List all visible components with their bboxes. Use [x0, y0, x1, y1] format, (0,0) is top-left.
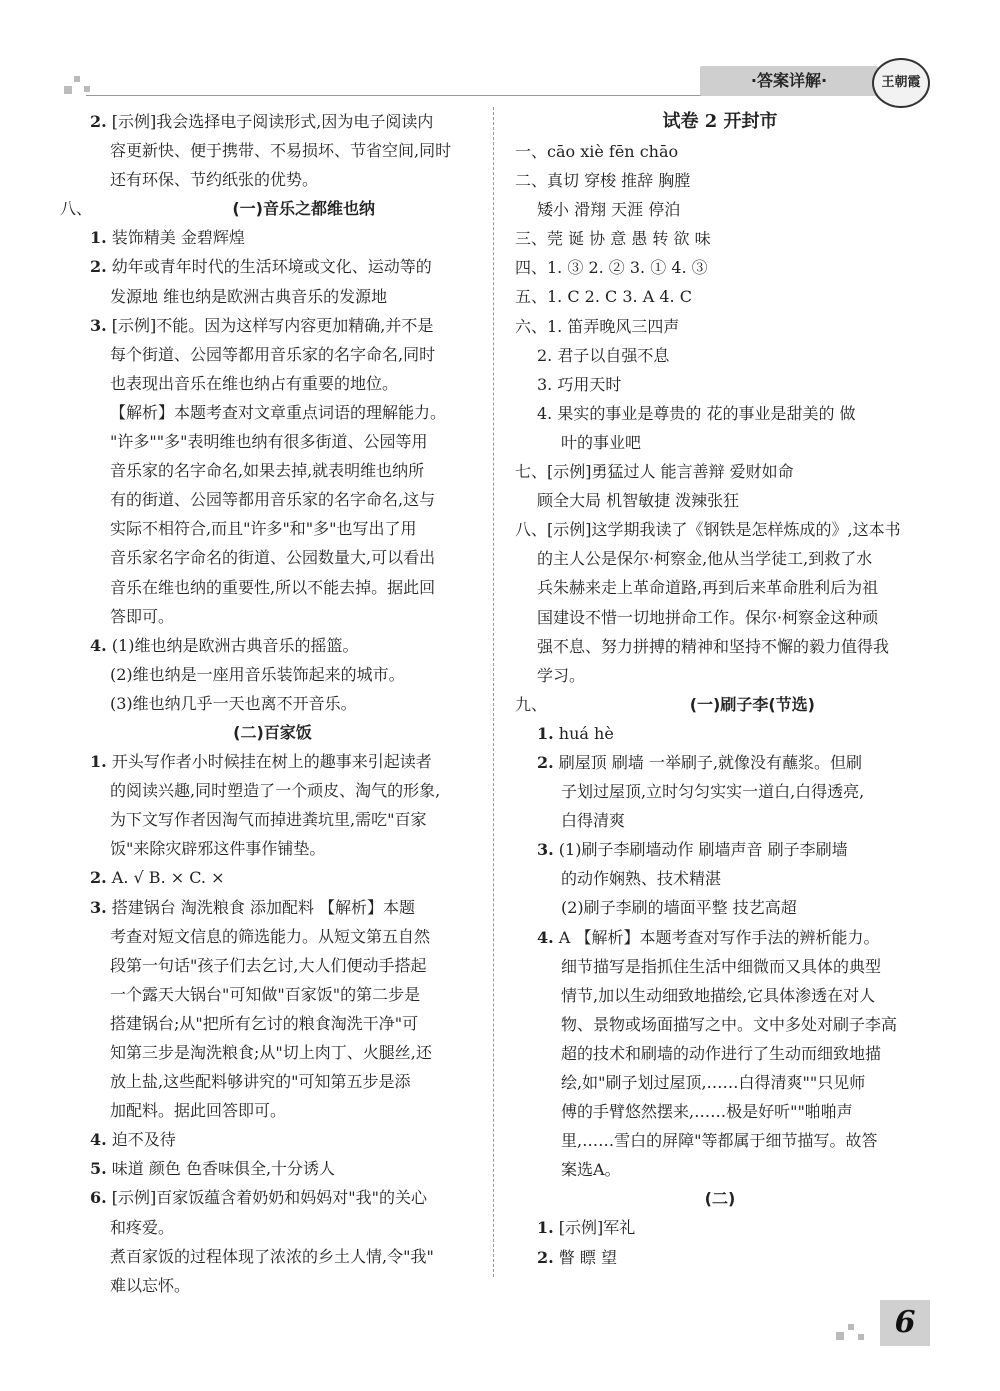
answer-text: 瞥 瞟 望: [558, 1247, 617, 1267]
answer-text: huá hè: [558, 723, 614, 743]
answer-line: 七、[示例]勇猛过人 能言善辩 爱财如命: [515, 462, 794, 482]
section-title: (二): [704, 1189, 736, 1209]
answer-banner: ·答案详解·: [700, 66, 878, 96]
column-divider: [493, 107, 494, 1277]
answer-text: 开头写作者小时候挂在树上的趣事来引起读者: [111, 752, 432, 772]
answer-text: 难以忘怀。: [110, 1275, 191, 1295]
item-number: 3.: [90, 315, 107, 335]
answer-line: 3. 巧用天时: [537, 374, 622, 394]
analysis-text: 音乐家的名字命名,如果去掉,就表明维也纳所: [110, 461, 425, 481]
answer-text: (2)维也纳是一座用音乐装饰起来的城市。: [110, 664, 405, 684]
section-number: 九、: [515, 694, 548, 714]
answer-line: 六、1. 笛弄晚风三四声: [515, 316, 680, 336]
answer-line: 的主人公是保尔·柯察金,他从当学徒工,到救了水: [537, 549, 873, 569]
deco-square: [836, 1332, 844, 1340]
brand-logo: 王朝霞: [872, 58, 930, 108]
analysis-text: 考查对短文信息的筛选能力。从短文第五自然: [110, 926, 431, 946]
analysis-text: 绘,如"刷子划过屋顶,……白得清爽""只见师: [561, 1073, 866, 1092]
deco-square: [858, 1334, 864, 1340]
item-number: 4.: [90, 635, 107, 655]
analysis-text: 【解析】本题考查对文章重点词语的理解能力。: [110, 402, 447, 422]
item-number: 4.: [537, 927, 554, 947]
section-title: (二)百家饭: [233, 722, 312, 742]
right-column: [515, 107, 925, 1272]
answer-text: 搭建锅台 淘洗粮食 添加配料 【解析】本题: [111, 897, 416, 917]
answer-text: [示例]不能。因为这样写内容更加精确,并不是: [111, 315, 434, 335]
answer-line: 强不息、努力拼搏的精神和坚持不懈的毅力值得我: [537, 636, 890, 656]
answer-text: A 【解析】本题考查对写作手法的辨析能力。: [558, 927, 880, 947]
analysis-text: 有的街道、公园等都用音乐家的名字命名,这与: [110, 490, 436, 510]
item-number: 4.: [90, 1130, 107, 1150]
item-number: 3.: [537, 840, 554, 860]
answer-line: 顾全大局 机智敏捷 泼辣张狂: [537, 491, 740, 511]
answer-text: 子划过屋顶,立时匀匀实实一道白,白得透亮,: [561, 782, 865, 802]
answer-line: 2. 君子以自强不息: [537, 345, 670, 365]
answer-line: 4. 果实的事业是尊贵的 花的事业是甜美的 做: [537, 403, 856, 423]
item-number: 2.: [90, 257, 107, 277]
answer-text: 为下文写作者因淘气而掉进粪坑里,需吃"百家: [110, 810, 427, 830]
analysis-text: 段第一句话"孩子们去乞讨,大人们便动手搭起: [110, 955, 427, 975]
answer-line: 四、1. ③ 2. ② 3. ① 4. ③: [515, 258, 708, 278]
answer-line: 一、cāo xiè fēn chāo: [515, 142, 679, 161]
analysis-text: 细节描写是指抓住生活中细微而又具体的典型: [561, 956, 882, 976]
analysis-text: 音乐家名字命名的街道、公园数量大,可以看出: [110, 548, 436, 568]
answer-line: 国建设不惜一切地拼命工作。保尔·柯察金这种顽: [537, 607, 879, 627]
item-number: 6.: [90, 1188, 107, 1208]
left-column: [60, 107, 485, 1300]
answer-text: 饭"来除灾辟邪这件事作铺垫。: [110, 839, 326, 859]
answer-text: 的动作娴熟、技术精湛: [561, 869, 722, 889]
answer-text: 和疼爱。: [110, 1217, 175, 1237]
answer-text: 还有环保、节约纸张的优势。: [110, 170, 319, 190]
answer-text: (3)维也纳几乎一天也离不开音乐。: [110, 693, 357, 713]
item-number: 3.: [90, 897, 107, 917]
answer-text: (1)维也纳是欧洲古典音乐的摇篮。: [111, 635, 359, 655]
analysis-text: 超的技术和刷墙的动作进行了生动而细致地描: [561, 1043, 882, 1063]
answer-line: 矮小 滑翔 天涯 停泊: [537, 200, 681, 220]
answer-text: 装饰精美 金碧辉煌: [111, 228, 245, 248]
analysis-text: 里,……雪白的屏障"等都属于细节描写。故答: [561, 1131, 878, 1151]
analysis-text: 知第三步是淘洗粮食;从"切上肉丁、火腿丝,还: [110, 1043, 432, 1062]
analysis-text: 一个露天大锅台"可知做"百家饭"的第二步是: [110, 984, 421, 1004]
analysis-text: 实际不相符合,而且"许多"和"多"也写出了用: [110, 519, 417, 539]
answer-line: 三、莞 诞 协 意 愚 转 欲 味: [515, 229, 711, 249]
answer-line: 二、真切 穿梭 推辞 胸膛: [515, 171, 691, 191]
section-title: (一)刷子李(节选): [689, 694, 815, 714]
item-number: 2.: [537, 1247, 554, 1267]
answer-text: 煮百家饭的过程体现了浓浓的乡土人情,令"我": [110, 1246, 434, 1266]
answer-text: [示例]百家饭蕴含着奶奶和妈妈对"我"的关心: [111, 1188, 428, 1208]
analysis-text: 答即可。: [110, 606, 175, 626]
answer-line: 五、1. C 2. C 3. A 4. C: [515, 287, 692, 307]
paper-title: 试卷 2 开封市: [662, 111, 778, 132]
analysis-text: 案选A。: [561, 1160, 621, 1180]
answer-text: 发源地 维也纳是欧洲古典音乐的发源地: [110, 286, 388, 306]
item-number: 1.: [537, 1218, 554, 1238]
answer-line: 学习。: [537, 665, 586, 685]
answer-text: 每个街道、公园等都用音乐家的名字命名,同时: [110, 344, 436, 364]
answer-text: 味道 颜色 色香味俱全,十分诱人: [111, 1159, 336, 1179]
answer-line: 八、[示例]这学期我读了《钢铁是怎样炼成的》,这本书: [515, 520, 901, 540]
item-number: 1.: [90, 228, 107, 248]
page-number: 6: [880, 1300, 930, 1346]
analysis-text: 傅的手臂悠然摆来,……极是好听""啪啪声: [561, 1102, 853, 1122]
item-number: 1.: [90, 752, 107, 772]
analysis-text: 搭建锅台;从"把所有乞讨的粮食淘洗干净"可: [110, 1013, 419, 1033]
deco-square: [848, 1324, 854, 1330]
answer-text: [示例]我会选择电子阅读形式,因为电子阅读内: [111, 112, 434, 131]
item-number: 2.: [90, 112, 107, 131]
answer-line: 兵朱赫来走上革命道路,再到后来革命胜利后为祖: [537, 578, 879, 598]
analysis-text: 音乐在维也纳的重要性,所以不能去掉。据此回: [110, 577, 436, 597]
answer-text: 幼年或青年时代的生活环境或文化、运动等的: [111, 257, 432, 277]
answer-text: 白得清爽: [561, 811, 626, 831]
analysis-text: 物、景物或场面描写之中。文中多处对刷子李高: [561, 1014, 898, 1034]
deco-square: [64, 86, 72, 94]
item-number: 2.: [90, 868, 107, 888]
answer-text: 也表现出音乐在维也纳占有重要的地位。: [110, 373, 399, 393]
answer-text: (1)刷子李刷墙动作 刷墙声音 刷子李刷墙: [558, 840, 848, 860]
answer-text: [示例]军礼: [558, 1218, 636, 1238]
answer-text: (2)刷子李刷的墙面平整 技艺高超: [561, 898, 797, 918]
section-number: 八、: [60, 199, 93, 219]
deco-square: [74, 76, 80, 82]
section-title: (一)音乐之都维也纳: [232, 199, 375, 219]
analysis-text: 情节,加以生动细致地描绘,它具体渗透在对人: [561, 985, 876, 1005]
analysis-text: "许多""多"表明维也纳有很多街道、公园等用: [110, 432, 428, 452]
answer-text: 刷屋顶 刷墙 一举刷子,就像没有蘸浆。但刷: [558, 752, 863, 772]
answer-text: 迫不及待: [111, 1130, 176, 1150]
answer-text: 容更新快、便于携带、不易损坏、节省空间,同时: [110, 141, 452, 161]
item-number: 2.: [537, 752, 554, 772]
deco-square: [84, 86, 90, 92]
answer-text: 的阅读兴趣,同时塑造了一个顽皮、淘气的形象,: [110, 781, 441, 801]
answer-text: A. √ B. × C. ×: [111, 868, 225, 888]
item-number: 1.: [537, 723, 554, 743]
analysis-text: 放上盐,这些配料够讲究的"可知第五步是添: [110, 1072, 411, 1092]
answer-line: 叶的事业吧: [561, 432, 642, 452]
item-number: 5.: [90, 1159, 107, 1179]
analysis-text: 加配料。据此回答即可。: [110, 1101, 287, 1121]
